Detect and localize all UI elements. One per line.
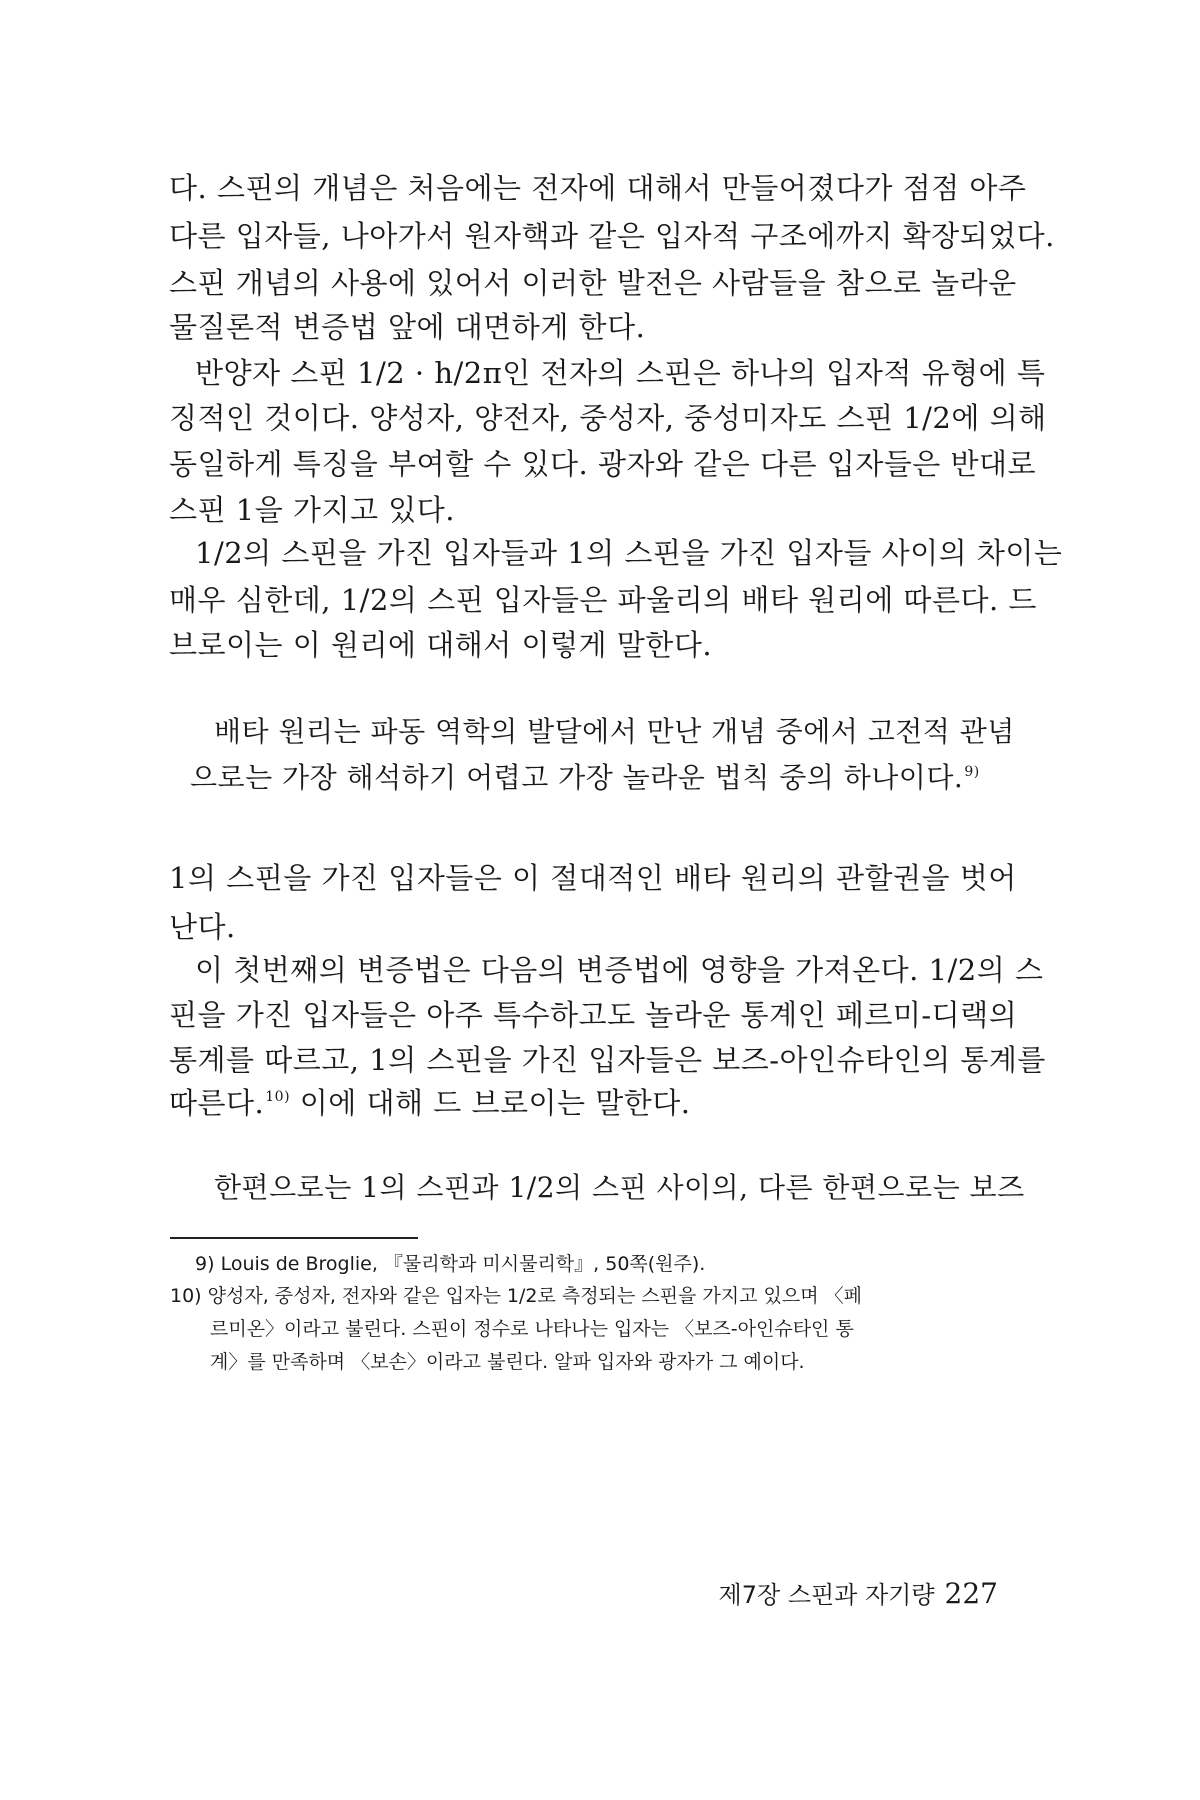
body-text-line: 다른 입자들, 나아가서 원자핵과 같은 입자적 구조에까지 확장되었다. (169, 219, 1055, 253)
body-text-line: 스핀 1을 가지고 있다. (169, 493, 455, 527)
footnote-marker: 10) (265, 1089, 291, 1105)
page-number: 227 (944, 1577, 998, 1610)
body-text-line: 징적인 것이다. 양성자, 양전자, 중성자, 중성미자도 스핀 1/2에 의해 (169, 401, 1047, 435)
footnote-marker: 9) (964, 764, 980, 780)
block-quote-line: 한편으로는 1의 스핀과 1/2의 스핀 사이의, 다른 한편으로는 보즈 (214, 1171, 1025, 1204)
body-text-line: 동일하게 특징을 부여할 수 있다. 광자와 같은 다른 입자들은 반대로 (169, 447, 1037, 481)
footnote-10 (170, 1281, 862, 1311)
footnote-divider (170, 1237, 418, 1239)
footnote-text-line: 르미온〉이라고 불린다. 스핀이 정수로 나타나는 입자는 〈보즈-아인슈타인 통 (210, 1318, 854, 1340)
block-quote-text: 으로는 가장 해석하기 어렵고 가장 놀라운 법칙 중의 하나이다. (190, 761, 964, 794)
body-text-line: 물질론적 변증법 앞에 대면하게 한다. (169, 310, 646, 344)
body-text: 따른다. (169, 1086, 265, 1120)
body-text-line: 1의 스핀을 가진 입자들은 이 절대적인 배타 원리의 관할권을 벗어 (169, 861, 1017, 895)
footnote-number: 9) (195, 1253, 215, 1275)
body-text-line: 난다. (169, 910, 236, 944)
body-text-line: 반양자 스핀 1/2 · h/2π인 전자의 스핀은 하나의 입자적 유형에 특 (195, 356, 1046, 390)
block-quote-line (190, 758, 980, 798)
body-text-line: 브로이는 이 원리에 대해서 이렇게 말한다. (169, 628, 713, 662)
footnote-text-line: 계〉를 만족하며 〈보손〉이라고 불린다. 알파 입자와 광자가 그 예이다. (210, 1351, 805, 1373)
body-text-line: 스핀 개념의 사용에 있어서 이러한 발전은 사람들을 참으로 놀라운 (169, 266, 1017, 300)
footnote-text: 양성자, 중성자, 전자와 같은 입자는 1/2로 측정되는 스핀을 가지고 있으며 〈페 (207, 1285, 862, 1307)
body-text-line: 매우 심한데, 1/2의 스핀 입자들은 파울리의 배타 원리에 따른다. 드 (169, 583, 1037, 617)
body-text: 이에 대해 드 브로이는 말한다. (290, 1086, 691, 1120)
footnote-text: Louis de Broglie, 『물리학과 미시물리학』, 50쪽(원주). (220, 1253, 706, 1275)
block-quote-line: 배타 원리는 파동 역학의 발달에서 만난 개념 중에서 고전적 관념 (214, 715, 1015, 748)
body-text-line: 핀을 가진 입자들은 아주 특수하고도 놀라운 통계인 페르미-디랙의 (169, 998, 1018, 1032)
page-footer (719, 1574, 998, 1615)
body-text-line: 다. 스핀의 개념은 처음에는 전자에 대해서 만들어졌다가 점점 아주 (169, 171, 1027, 205)
body-text-line: 1/2의 스핀을 가진 입자들과 1의 스핀을 가진 입자들 사이의 차이는 (195, 536, 1063, 570)
footnote-9 (195, 1249, 705, 1279)
body-text-line: 통계를 따르고, 1의 스핀을 가진 입자들은 보즈-아인슈타인의 통계를 (169, 1043, 1046, 1077)
footnote-number: 10) (170, 1285, 202, 1307)
body-text-line: 이 첫번째의 변증법은 다음의 변증법에 영향을 가져온다. 1/2의 스 (195, 953, 1044, 987)
body-text-line (169, 1083, 691, 1123)
chapter-title: 제7장 스핀과 자기량 (718, 1581, 935, 1609)
